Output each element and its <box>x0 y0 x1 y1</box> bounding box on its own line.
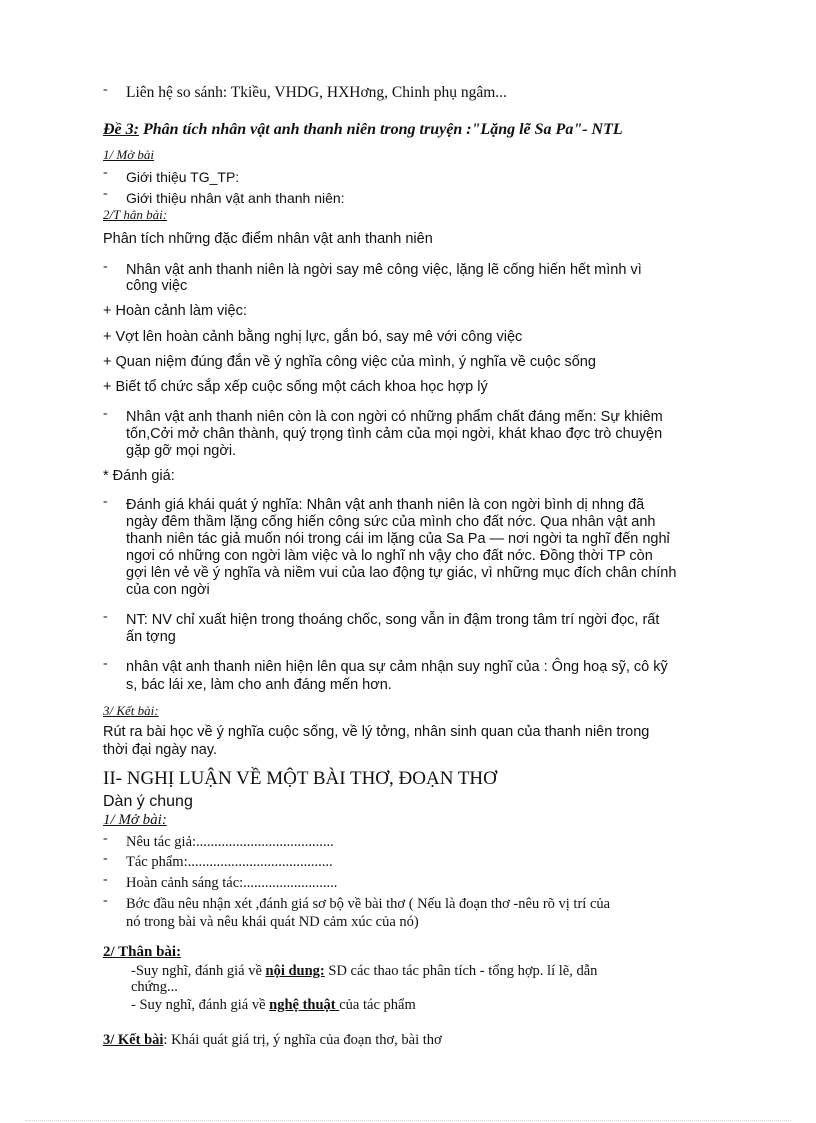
poem-body-line <box>131 996 416 1014</box>
conclusion-heading: 3/ Kết bài: <box>103 703 159 718</box>
poem-body-text: -Suy nghĩ, đánh giá về <box>131 963 266 979</box>
page-bottom-divider <box>25 1120 791 1121</box>
art-emphasis: nghệ thuật <box>269 997 340 1013</box>
body-item-line: gợi lên vẻ về ý nghĩa và niềm vui của lao động tự giác, vì những mục đích chân chính <box>126 565 677 581</box>
bullet-marker: - <box>103 494 108 509</box>
intro-heading: 1/ Mở bài <box>103 147 154 162</box>
poem-body-text: SD các thao tác phân tích - tổng hợp. lí lẽ, dẫn <box>324 963 598 979</box>
poem-conclusion-text: : Khái quát giá trị, ý nghĩa của đoạn thơ, bài thơ <box>163 1032 442 1048</box>
section-2-title: II- NGHỊ LUẬN VỀ MỘT BÀI THƠ, ĐOẠN THƠ <box>103 768 497 789</box>
body-item-line: ngơi có những con ngời làm việc và lo nghĩ nh vậy cho đất nớc. Đồng thời TP còn <box>126 548 653 564</box>
poem-body-heading: 2/ Thân bài: <box>103 944 182 960</box>
conclusion-line: thời đại ngày nay. <box>103 742 218 758</box>
poem-intro-item: Hoàn cảnh sáng tác:.......................... <box>126 875 338 891</box>
bullet-marker: - <box>103 656 108 671</box>
body-intro: Phân tích những đặc điểm nhân vật anh thanh niên <box>103 231 433 247</box>
poem-body-text: - Suy nghĩ, đánh giá về <box>131 997 270 1013</box>
bullet-marker: - <box>103 872 108 887</box>
body-item-line: ấn tợng <box>126 629 176 645</box>
comparison-line: Liên hệ so sánh: Tkiều, VHDG, HXHơng, Chinh phụ ngâm... <box>126 84 507 101</box>
body-item-line: Đánh giá khái quát ý nghĩa: Nhân vật anh thanh niên là con ngời bình dị nhng đã <box>126 497 645 513</box>
body-item-line: gặp gỡ mọi ngời. <box>126 443 237 459</box>
poem-conclusion-heading: 3/ Kết bài <box>103 1032 164 1048</box>
intro-item: Giới thiệu TG_TP: <box>126 169 240 185</box>
body-item-line: của con ngời <box>126 582 210 598</box>
intro-item: Giới thiệu nhân vật anh thanh niên: <box>126 190 345 206</box>
poem-intro-item: Tác phẩm:........................................ <box>126 854 333 870</box>
content-emphasis: nội dung: <box>265 963 325 979</box>
poem-intro-heading: 1/ Mở bài: <box>103 812 167 828</box>
body-heading: 2/T hân bài: <box>103 207 168 222</box>
body-item-line: tốn,Cởi mở chân thành, quý trọng tình cảm của mọi ngời, khát khao đợc trò chuyện <box>126 426 663 442</box>
bullet-marker: - <box>103 406 108 421</box>
body-item-line: Nhân vật anh thanh niên là ngời say mê công việc, lặng lẽ cống hiến hết mình vì <box>126 262 642 278</box>
body-item-line: Nhân vật anh thanh niên còn là con ngời có những phẩm chất đáng mến: Sự khiêm <box>126 409 663 425</box>
body-item-line: nhân vật anh thanh niên hiện lên qua sự cảm nhận suy nghĩ của : Ông hoạ sỹ, cô kỹ <box>126 659 668 675</box>
bullet-marker: - <box>103 259 108 274</box>
plus-line: + Biết tổ chức sắp xếp cuộc sống một cách khoa học hợp lý <box>103 379 488 395</box>
evaluation-label: * Đánh giá: <box>103 468 175 484</box>
topic-3-label: Đề 3: <box>103 121 139 138</box>
poem-conclusion-line <box>103 1031 442 1049</box>
conclusion-line: Rút ra bài học về ý nghĩa cuộc sống, về lý tởng, nhân sinh quan của thanh niên trong <box>103 724 650 740</box>
body-item-line: công việc <box>126 278 188 294</box>
outline-heading: Dàn ý chung <box>103 793 193 810</box>
bullet-marker: - <box>103 831 108 846</box>
bullet-marker: - <box>103 609 108 624</box>
bullet-marker: - <box>103 893 108 908</box>
poem-intro-item: nó trong bài và nêu khái quát ND cảm xúc của nó) <box>126 914 419 930</box>
bullet-marker: - <box>103 165 108 180</box>
body-item-line: s, bác lái xe, làm cho anh đáng mến hơn. <box>126 677 392 693</box>
topic-3-text: Phân tích nhân vật anh thanh niên trong truyện :"Lặng lẽ Sa Pa"- NTL <box>138 121 623 138</box>
poem-intro-item: Nêu tác giả:...................................... <box>126 834 334 850</box>
poem-intro-item: Bớc đầu nêu nhận xét ,đánh giá sơ bộ về bài thơ ( Nếu là đoạn thơ -nêu rõ vị trí của <box>126 896 611 912</box>
bullet-marker: - <box>103 82 108 97</box>
topic-3-title <box>103 121 623 139</box>
plus-line: + Hoàn cảnh làm việc: <box>103 303 247 319</box>
bullet-marker: - <box>103 851 108 866</box>
body-item-line: ngày đêm thầm lặng cống hiến công sức của mình cho đất nớc. Qua nhân vật anh <box>126 514 656 530</box>
poem-body-line: chứng... <box>131 979 178 995</box>
plus-line: + Quan niệm đúng đắn về ý nghĩa công việc của mình, ý nghĩa về cuộc sống <box>103 354 596 370</box>
body-item-line: NT: NV chỉ xuất hiện trong thoáng chốc, song vẫn in đậm trong tâm trí ngời đọc, rất <box>126 612 660 628</box>
plus-line: + Vợt lên hoàn cảnh bằng nghị lực, gắn bó, say mê với công việc <box>103 329 523 345</box>
poem-body-text: của tác phẩm <box>339 997 416 1013</box>
body-item-line: thanh niên tác giả muốn nói trong cái im lặng của Sa Pa — nơi ngời ta nghĩ đến nghỉ <box>126 531 670 547</box>
poem-body-line <box>131 962 597 980</box>
bullet-marker: - <box>103 186 108 201</box>
